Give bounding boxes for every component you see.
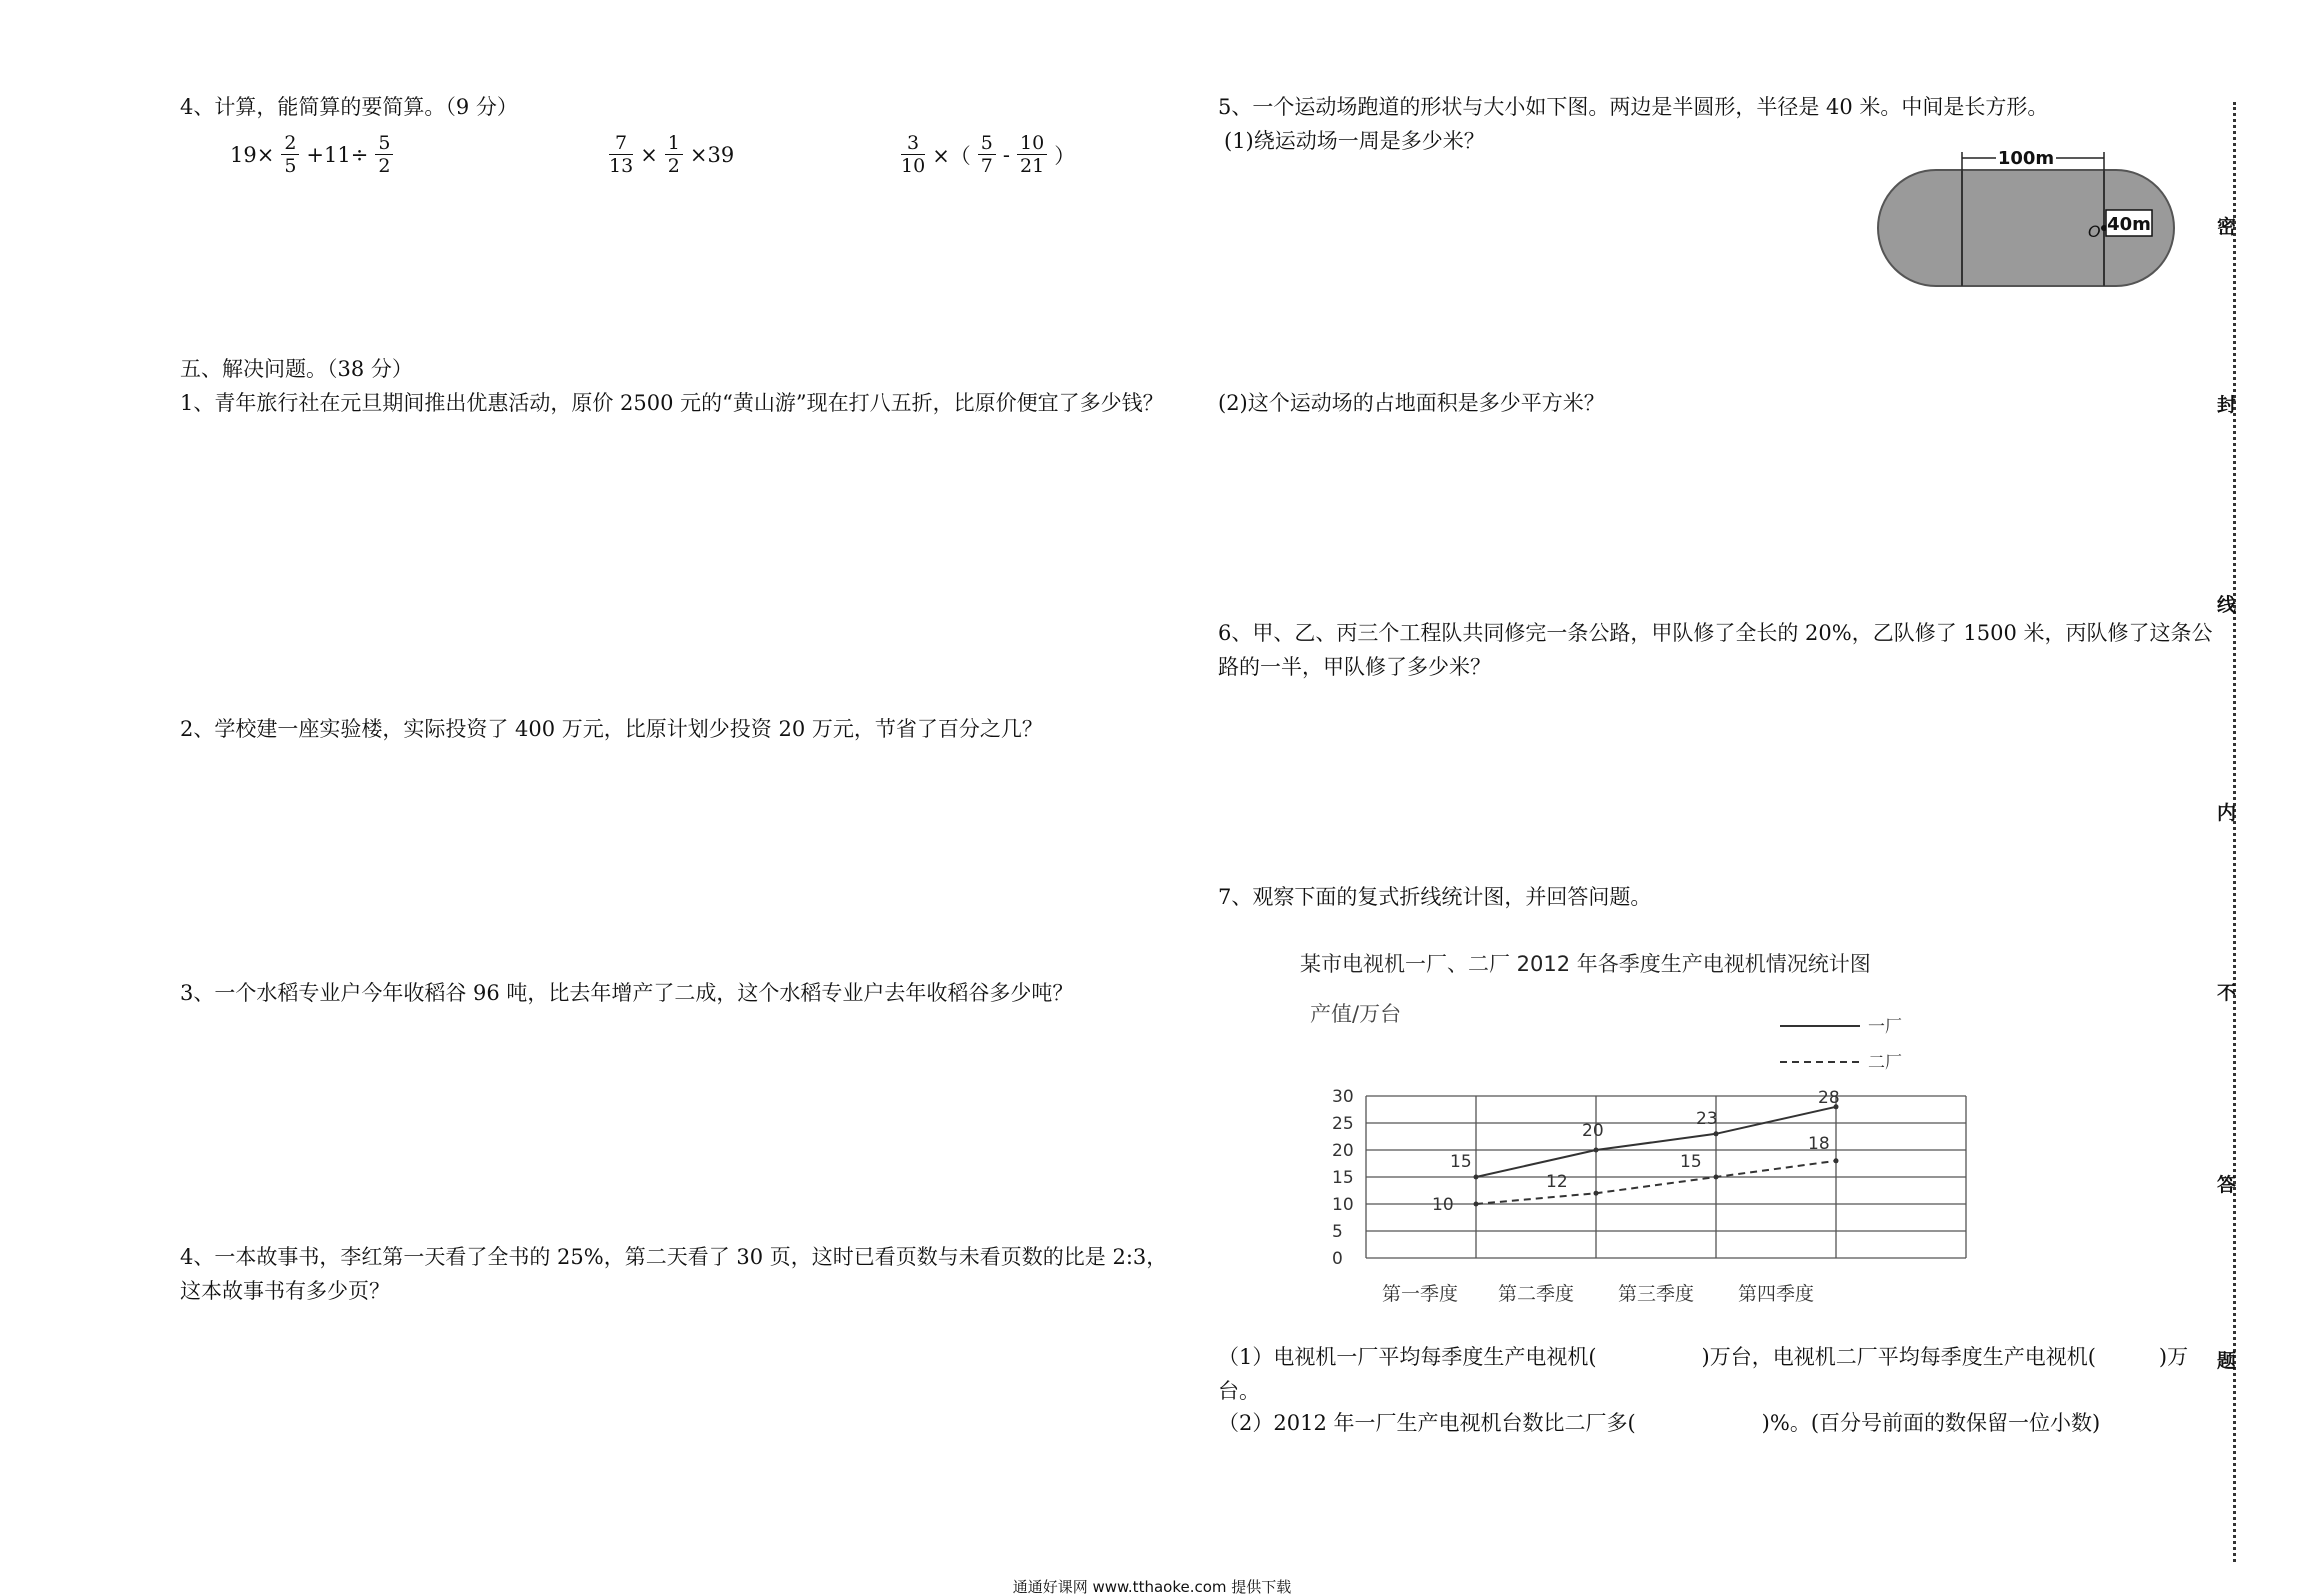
seal-text: 密 (2217, 216, 2237, 238)
radius-label: 40m (2107, 214, 2151, 235)
fraction: $\frac{1}{2}$ (665, 132, 683, 177)
problem-2: 2、学校建一座实验楼，实际投资了 400 万元，比原计划少投资 20 万元，节省了百分之几？ (180, 717, 1043, 741)
y-tick-label: 0 (1332, 1249, 1343, 1269)
seal-dotted-line (2233, 102, 2236, 1562)
section-title: 五、解决问题。（38 分） (180, 357, 413, 381)
problem-1: 1、青年旅行社在元旦期间推出优惠活动，原价 2500 元的“黄山游”现在打八五折，比原价便宜了多少钱？ (180, 391, 1164, 415)
calc-expression-2 (606, 132, 734, 177)
data-label: 15 (1450, 1152, 1472, 1172)
calc-expression-3 (898, 132, 1075, 177)
center-label: O (2088, 222, 2101, 241)
problem-5-question-1: (1)绕运动场一周是多少米？ (1224, 129, 1485, 153)
problem-3: 3、一个水稻专业户今年收稻谷 96 吨，比去年增产了二成，这个水稻专业户去年收稻谷多少吨？ (180, 981, 1074, 1005)
problem-7-answer-1: （1）电视机一厂平均每季度生产电视机( )万台，电视机二厂平均每季度生产电视机( )万台。 (1218, 1345, 2189, 1403)
data-point (1474, 1175, 1479, 1180)
seal-text: 题 (2217, 1350, 2237, 1372)
fraction: $\frac{5}{7}$ (978, 132, 996, 177)
data-label: 15 (1680, 1152, 1702, 1172)
length-label: 100m (1997, 148, 2055, 169)
y-tick-label: 20 (1332, 1141, 1354, 1161)
data-point (1834, 1158, 1839, 1163)
data-point (1594, 1148, 1599, 1153)
expr-text: 19× (230, 142, 275, 167)
expr-text: ） (1054, 143, 1076, 168)
fraction: $\frac{5}{2}$ (375, 132, 393, 177)
expr-text: × (640, 142, 658, 167)
expr-text: +11÷ (306, 142, 369, 167)
expr-text: - (1002, 142, 1010, 167)
legend-label: 二厂 (1868, 1053, 1902, 1073)
seal-text: 内 (2217, 802, 2237, 824)
y-tick-label: 30 (1332, 1087, 1354, 1107)
y-tick-label: 5 (1332, 1222, 1343, 1242)
chart-series (1432, 1088, 1840, 1215)
legend-label: 一厂 (1868, 1017, 1902, 1037)
chart-title: 某市电视机一厂、二厂 2012 年各季度生产电视机情况统计图 (1300, 952, 1871, 976)
seal-text: 答 (2217, 1174, 2237, 1196)
expr-text: ×（ (932, 143, 971, 168)
y-tick-label: 10 (1332, 1195, 1354, 1215)
fraction: $\frac{7}{13}$ (609, 132, 634, 177)
footer-credit: 通通好课网 www.tthaoke.com 提供下载 (1012, 1578, 1292, 1596)
data-label: 18 (1808, 1133, 1830, 1154)
chart-grid (1332, 1087, 1966, 1305)
data-label: 12 (1546, 1172, 1568, 1193)
problem-5-question-2: (2)这个运动场的占地面积是多少平方米？ (1218, 391, 1605, 415)
y-tick-label: 25 (1332, 1114, 1354, 1134)
fraction: $\frac{10}{21}$ (1017, 132, 1047, 177)
problem-7: 7、观察下面的复式折线统计图，并回答问题。 (1218, 885, 1652, 909)
x-tick-label: 第三季度 (1617, 1283, 1695, 1305)
data-point (1474, 1202, 1479, 1207)
x-tick-label: 第二季度 (1497, 1283, 1575, 1305)
series-line (1476, 1107, 1836, 1177)
data-label: 28 (1818, 1087, 1840, 1108)
calc-question-title: 4、计算，能简算的要简算。（9 分） (180, 95, 518, 119)
seal-text: 不 (2217, 982, 2237, 1004)
problem-5: 5、一个运动场跑道的形状与大小如下图。两边是半圆形，半径是 40 米。中间是长方形。 (1218, 95, 2049, 119)
expr-text: ×39 (689, 142, 735, 167)
track-diagram (1876, 140, 2176, 316)
problem-7-answer-2: （2）2012 年一厂生产电视机台数比二厂多( )%。(百分号前面的数保留一位小数) (1218, 1411, 2101, 1435)
chart-legend (1780, 1017, 1902, 1073)
data-label: 23 (1696, 1108, 1718, 1129)
data-label: 10 (1432, 1195, 1454, 1215)
data-point (1714, 1175, 1719, 1180)
chart-y-label: 产值/万台 (1310, 1002, 1402, 1026)
x-tick-label: 第四季度 (1737, 1283, 1815, 1305)
y-tick-label: 15 (1332, 1168, 1354, 1188)
data-point (1594, 1191, 1599, 1196)
data-label: 20 (1582, 1121, 1604, 1141)
x-tick-label: 第一季度 (1381, 1283, 1459, 1305)
seal-text: 封 (2217, 394, 2237, 416)
problem-4: 4、一本故事书，李红第一天看了全书的 25%，第二天看了 30 页，这时已看页数与未看页数的比是 2:3，这本故事书有多少页？ (180, 1245, 1168, 1303)
line-chart (1240, 948, 2000, 1308)
calc-expression-1 (230, 132, 396, 177)
problem-6: 6、甲、乙、丙三个工程队共同修完一条公路，甲队修了全长的 20%，乙队修了 1500 米，丙队修了这条公路的一半，甲队修了多少米？ (1218, 621, 2213, 679)
seal-text: 线 (2217, 594, 2237, 616)
data-point (1714, 1131, 1719, 1136)
fraction: $\frac{3}{10}$ (901, 132, 926, 177)
fraction: $\frac{2}{5}$ (281, 132, 299, 177)
series-line (1476, 1161, 1836, 1204)
